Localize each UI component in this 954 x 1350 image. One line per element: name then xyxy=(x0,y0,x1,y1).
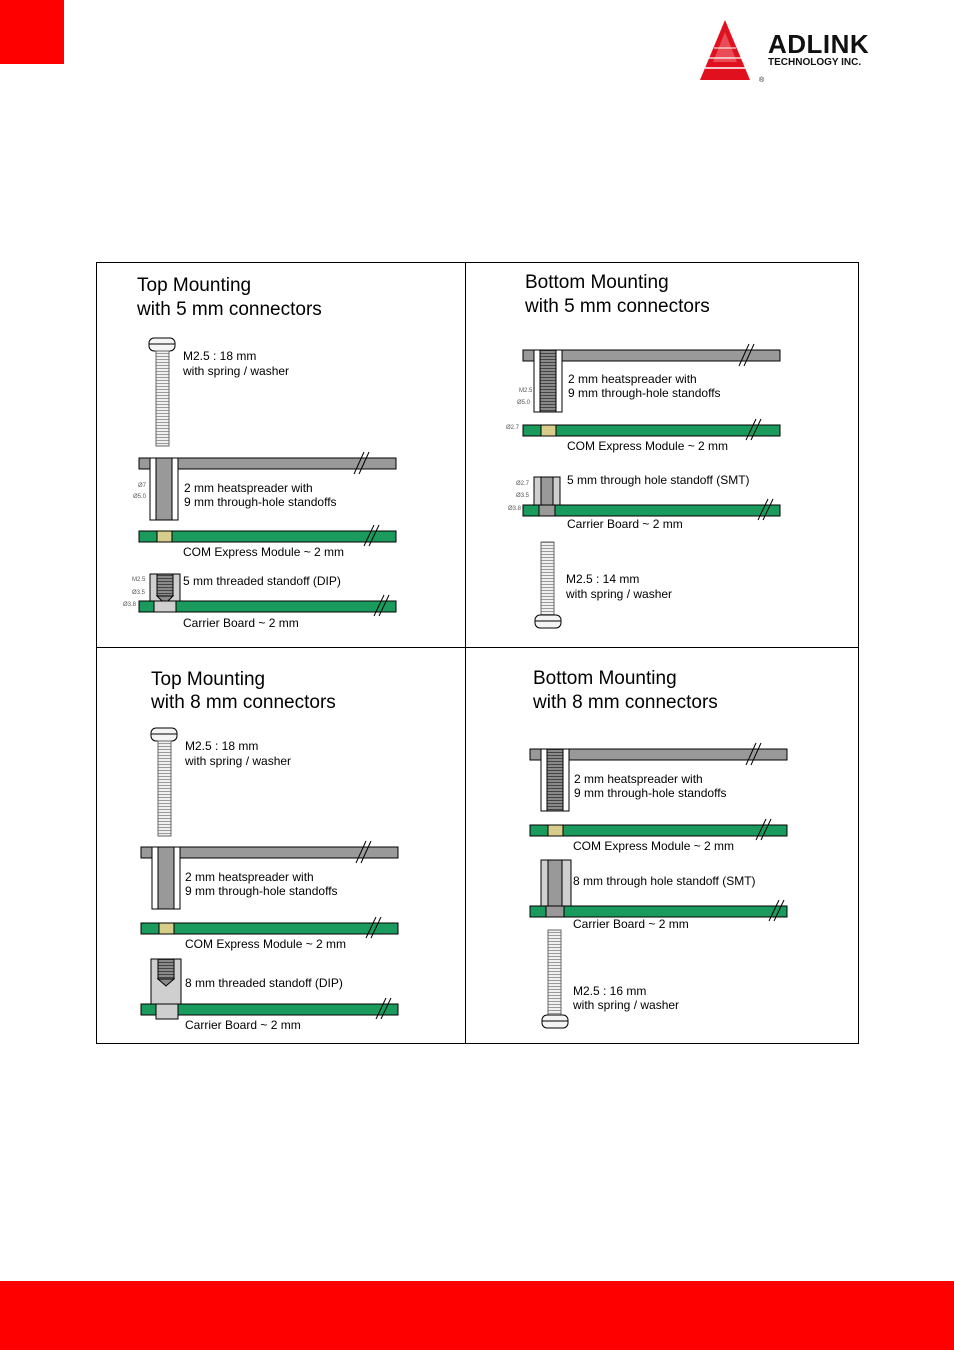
dim-label: Ø3.8 xyxy=(123,602,137,608)
logo-registered-mark: ® xyxy=(759,77,765,84)
dim-label: Ø3.5 xyxy=(516,493,530,499)
panel-bottom-mounting-5mm xyxy=(506,272,780,628)
heatspreader-label-line2: 9 mm through-hole standoffs xyxy=(184,495,337,509)
screw-washer-label: with spring / washer xyxy=(573,998,680,1012)
heatspreader-label-line1: 2 mm heatspreader with xyxy=(185,870,314,884)
com-express-module-board xyxy=(523,419,780,440)
panel-title-line2: with 8 mm connectors xyxy=(151,692,336,713)
standoff-label: 8 mm through hole standoff (SMT) xyxy=(573,874,756,888)
com-module-label: COM Express Module ~ 2 mm xyxy=(185,937,347,951)
screw-spec-label: M2.5 : 18 mm xyxy=(185,739,259,753)
dim-label: Ø2.7 xyxy=(516,481,530,487)
screw-washer-label: with spring / washer xyxy=(183,364,290,378)
adlink-logo xyxy=(695,18,910,84)
dim-label: Ø5.0 xyxy=(517,400,531,406)
dim-label: M2.5 xyxy=(132,577,146,583)
panel-title-line1: Top Mounting xyxy=(137,275,252,296)
panel-top-mounting-8mm xyxy=(141,669,398,1032)
footer-red-band xyxy=(0,1281,954,1350)
screw-spec-label: M2.5 : 16 mm xyxy=(573,984,647,998)
panel-title-line2: with 5 mm connectors xyxy=(137,299,322,320)
heatspreader-label-line1: 2 mm heatspreader with xyxy=(568,372,697,386)
heatspreader-label-line2: 9 mm through-hole standoffs xyxy=(574,786,727,800)
panel-bottom-mounting-8mm xyxy=(530,668,787,1028)
screw-washer-label: with spring / washer xyxy=(185,754,292,768)
screw-spec-label: M2.5 : 14 mm xyxy=(566,572,640,586)
panel-title-line2: with 8 mm connectors xyxy=(533,692,718,713)
standoff-label: 5 mm through hole standoff (SMT) xyxy=(567,473,750,487)
screw-washer-label: with spring / washer xyxy=(566,587,673,601)
panel-title-line2: with 5 mm connectors xyxy=(525,296,710,317)
screw-icon xyxy=(149,338,175,446)
screw-spec-label: M2.5 : 18 mm xyxy=(183,349,257,363)
com-express-module-board xyxy=(139,525,396,546)
dim-label: Ø7 xyxy=(138,483,147,489)
screw-icon xyxy=(542,930,568,1028)
com-module-label: COM Express Module ~ 2 mm xyxy=(567,439,729,453)
heatspreader-label-line1: 2 mm heatspreader with xyxy=(184,481,313,495)
mounting-diagram xyxy=(96,262,859,1044)
panel-title-line1: Bottom Mounting xyxy=(533,668,677,689)
panel-top-mounting-5mm xyxy=(123,275,396,630)
heatspreader-label-line2: 9 mm through-hole standoffs xyxy=(185,884,338,898)
dim-label: Ø2.7 xyxy=(506,425,520,431)
heatspreader-label-line1: 2 mm heatspreader with xyxy=(574,772,703,786)
com-module-label: COM Express Module ~ 2 mm xyxy=(183,545,345,559)
corner-red-block xyxy=(0,0,64,64)
carrier-board-label: Carrier Board ~ 2 mm xyxy=(185,1018,301,1032)
logo-subtitle: TECHNOLOGY INC. xyxy=(768,57,862,68)
com-express-module-board xyxy=(141,917,398,938)
screw-icon xyxy=(535,542,561,628)
com-express-module-board xyxy=(530,819,787,840)
dim-label: Ø3.8 xyxy=(508,506,522,512)
screw-icon xyxy=(151,728,177,836)
logo-wordmark: ADLINK xyxy=(768,29,870,59)
heatspreader-label-line2: 9 mm through-hole standoffs xyxy=(568,386,721,400)
panel-title-line1: Top Mounting xyxy=(151,669,266,690)
carrier-board-label: Carrier Board ~ 2 mm xyxy=(567,517,683,531)
carrier-board-label: Carrier Board ~ 2 mm xyxy=(573,917,689,931)
smt-standoff-icon xyxy=(530,860,787,921)
standoff-label: 5 mm threaded standoff (DIP) xyxy=(183,574,341,588)
dim-label: M2.5 xyxy=(519,388,533,394)
carrier-board-label: Carrier Board ~ 2 mm xyxy=(183,616,299,630)
dim-label: Ø5.0 xyxy=(133,494,147,500)
panel-title-line1: Bottom Mounting xyxy=(525,272,669,293)
com-module-label: COM Express Module ~ 2 mm xyxy=(573,839,735,853)
standoff-label: 8 mm threaded standoff (DIP) xyxy=(185,976,343,990)
dim-label: Ø3.5 xyxy=(132,590,146,596)
